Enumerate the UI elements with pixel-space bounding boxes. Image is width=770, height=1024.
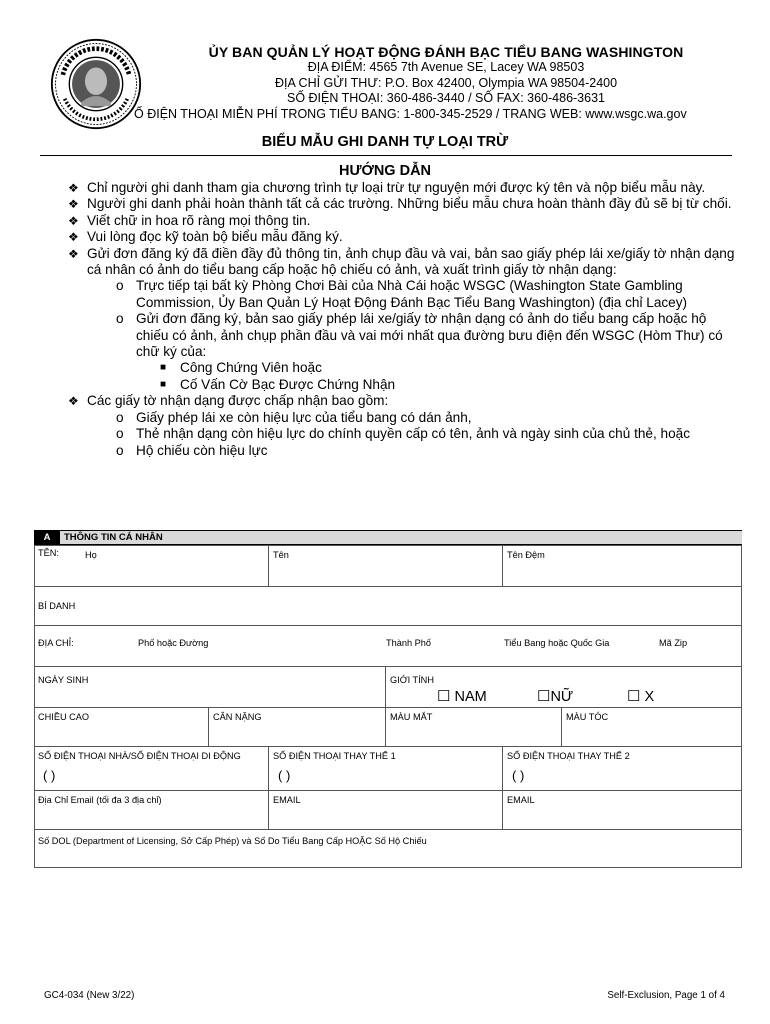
alt-phone-2-label: SỐ ĐIỆN THOẠI THAY THẾ 2 <box>507 751 630 761</box>
alias-field[interactable]: BÍ DANH <box>38 601 76 611</box>
checkbox-icon[interactable]: ☐ <box>627 688 641 705</box>
gender-male-option[interactable]: ☐ NAM <box>437 688 487 705</box>
instruction-subsubitem: ■ Công Chứng Viên hoặc <box>160 360 322 376</box>
name-label: TÊN: <box>38 548 59 558</box>
section-label: THÔNG TIN CÁ NHÂN <box>64 532 163 543</box>
circle-bullet-icon: o <box>116 278 124 294</box>
gender-female-option[interactable]: ☐NỮ <box>537 688 574 705</box>
instruction-subitem: o Giấy phép lái xe còn hiệu lực của tiểu bang có dán ảnh, <box>116 409 472 425</box>
square-bullet-icon: ■ <box>160 378 167 390</box>
location-line: ĐỊA ĐIỂM: 4565 7th Avenue SE, Lacey WA 98503 <box>307 60 585 74</box>
height-field[interactable]: CHIỀU CAO <box>38 712 90 722</box>
phone-fax-line: SỐ ĐIỆN THOẠI: 360-486-3440 / SỐ FAX: 360-486-3631 <box>287 91 605 105</box>
license-id-field[interactable]: Số DOL (Department of Licensing, Sở Cấp Phép) và Số Do Tiểu Bang Cấp HOẶC Số Hộ Chiếu <box>38 836 427 846</box>
form-number: GC4-034 (New 3/22) <box>44 990 135 1001</box>
diamond-bullet-icon: ❖ <box>68 197 79 212</box>
title-divider <box>40 155 732 156</box>
instruction-subitem: o Trực tiếp tại bất kỳ Phòng Chơi Bài của Nhà Cái hoặc WSGC (Washington State Gambling Commission, Ủy Ban Quản Lý Hoạt Động Đánh Bạc Tiểu Bang Washington) (địa chỉ Lacey) <box>116 278 688 310</box>
organization-name: ỦY BAN QUẢN LÝ HOẠT ĐỘNG ĐÁNH BẠC TIỂU BANG WASHINGTON <box>208 44 684 60</box>
home-phone-label: SỐ ĐIỆN THOẠI NHÀ/SỐ ĐIỆN THOẠI DI ĐỘNG <box>38 751 241 761</box>
toll-free-website-line: Ố ĐIỆN THOẠI MIỄN PHÍ TRONG TIỂU BANG: 1-800-345-2529 / TRANG WEB: www.wsgc.wa.gov <box>134 106 687 121</box>
diamond-bullet-icon: ❖ <box>68 230 79 245</box>
section-letter: A <box>34 531 60 544</box>
section-header <box>34 530 742 545</box>
checkbox-icon[interactable]: ☐ <box>437 688 451 705</box>
gender-label: GIỚI TÍNH <box>390 675 434 685</box>
first-name-field[interactable]: Tên <box>273 550 289 560</box>
home-phone-field[interactable]: ( ) <box>43 768 56 783</box>
form-title: BIỂU MẪU GHI DANH TỰ LOẠI TRỪ <box>261 134 509 150</box>
page-number: Self-Exclusion, Page 1 of 4 <box>607 990 725 1001</box>
state-country-field[interactable]: Tiểu Bang hoặc Quốc Gia <box>504 638 610 648</box>
weight-field[interactable]: CÂN NẶNG <box>213 712 262 722</box>
checkbox-icon[interactable]: ☐ <box>537 688 551 705</box>
instructions-heading: HƯỚNG DẪN <box>338 163 432 179</box>
email-field-1[interactable]: EMAIL <box>273 795 301 805</box>
instruction-item: ❖ Gửi đơn đăng ký đã điền đầy đủ thông tin, ảnh chụp đầu và vai, bản sao giấy phép lái xe/giấy tờ nhận dạng cá nhân có ảnh do tiểu bang cấp hoặc hộ chiếu có ảnh, và xuất trình giấy tờ nhận dạng: <box>68 245 735 278</box>
eye-color-field[interactable]: MÀU MẮT <box>390 712 433 722</box>
alt-phone-1-label: SỐ ĐIỆN THOẠI THAY THẾ 1 <box>273 751 396 761</box>
street-field[interactable]: Phố hoặc Đường <box>138 638 209 648</box>
zip-field[interactable]: Mã Zip <box>659 638 688 648</box>
middle-name-field[interactable]: Tên Đệm <box>507 550 545 560</box>
circle-bullet-icon: o <box>116 442 124 458</box>
instruction-subitem: o Hộ chiếu còn hiệu lực <box>116 442 268 458</box>
personal-info-section <box>34 530 742 868</box>
instruction-item: ❖ Chỉ người ghi danh tham gia chương trình tự loại trừ tự nguyện mới được ký tên và nộp biểu mẫu này. <box>68 180 706 195</box>
personal-info-table <box>34 545 742 868</box>
instruction-item: ❖ Viết chữ in hoa rõ ràng mọi thông tin. <box>68 212 311 228</box>
alt-phone-1-field[interactable]: ( ) <box>278 768 291 783</box>
instruction-subitem: o Gửi đơn đăng ký, bản sao giấy phép lái xe/giấy tờ nhận dạng có ảnh do tiểu bang cấp hoặc hộ chiếu có ảnh, ảnh chụp phần đầu và vai mới nhất qua đường bưu điện đến WSGC (Hòm Thư) có chữ ký của: <box>116 311 723 360</box>
diamond-bullet-icon: ❖ <box>68 394 79 409</box>
last-name-field[interactable]: Họ <box>85 550 97 560</box>
email-addresses-label: Địa Chỉ Email (tối đa 3 địa chỉ) <box>38 795 162 805</box>
instruction-subsubitem: ■ Cố Vấn Cờ Bạc Được Chứng Nhận <box>160 376 396 392</box>
letterhead <box>134 44 752 122</box>
instruction-item: ❖ Người ghi danh phải hoàn thành tất cả các trường. Những biểu mẫu chưa hoàn thành đầy đủ sẽ bị từ chối. <box>68 196 732 212</box>
diamond-bullet-icon: ❖ <box>68 246 79 261</box>
city-field[interactable]: Thành Phố <box>386 638 431 648</box>
instruction-item: ❖ Các giấy tờ nhận dạng được chấp nhận bao gồm: <box>68 393 389 409</box>
instruction-item: ❖ Vui lòng đọc kỹ toàn bộ biểu mẫu đăng ký. <box>68 229 343 245</box>
washington-gambling-commission-seal <box>50 38 142 130</box>
circle-bullet-icon: o <box>116 409 124 425</box>
alt-phone-2-field[interactable]: ( ) <box>512 768 525 783</box>
square-bullet-icon: ■ <box>160 362 167 374</box>
hair-color-field[interactable]: MÀU TÓC <box>566 712 609 722</box>
instructions-list <box>68 180 738 459</box>
circle-bullet-icon: o <box>116 311 124 327</box>
mailing-address-line: ĐỊA CHỈ GỬI THƯ: P.O. Box 42400, Olympia WA 98504-2400 <box>274 75 618 90</box>
instruction-subitem: o Thẻ nhận dạng còn hiệu lực do chính quyền cấp có tên, ảnh và ngày sinh của chủ thẻ, hoặc <box>116 426 690 442</box>
email-field-2[interactable]: EMAIL <box>507 795 535 805</box>
circle-bullet-icon: o <box>116 426 124 442</box>
dob-field[interactable]: NGÀY SINH <box>38 675 89 685</box>
diamond-bullet-icon: ❖ <box>68 213 79 228</box>
gender-x-option[interactable]: ☐ X <box>627 688 655 705</box>
diamond-bullet-icon: ❖ <box>68 181 79 195</box>
address-label: ĐỊA CHỈ: <box>38 638 74 648</box>
